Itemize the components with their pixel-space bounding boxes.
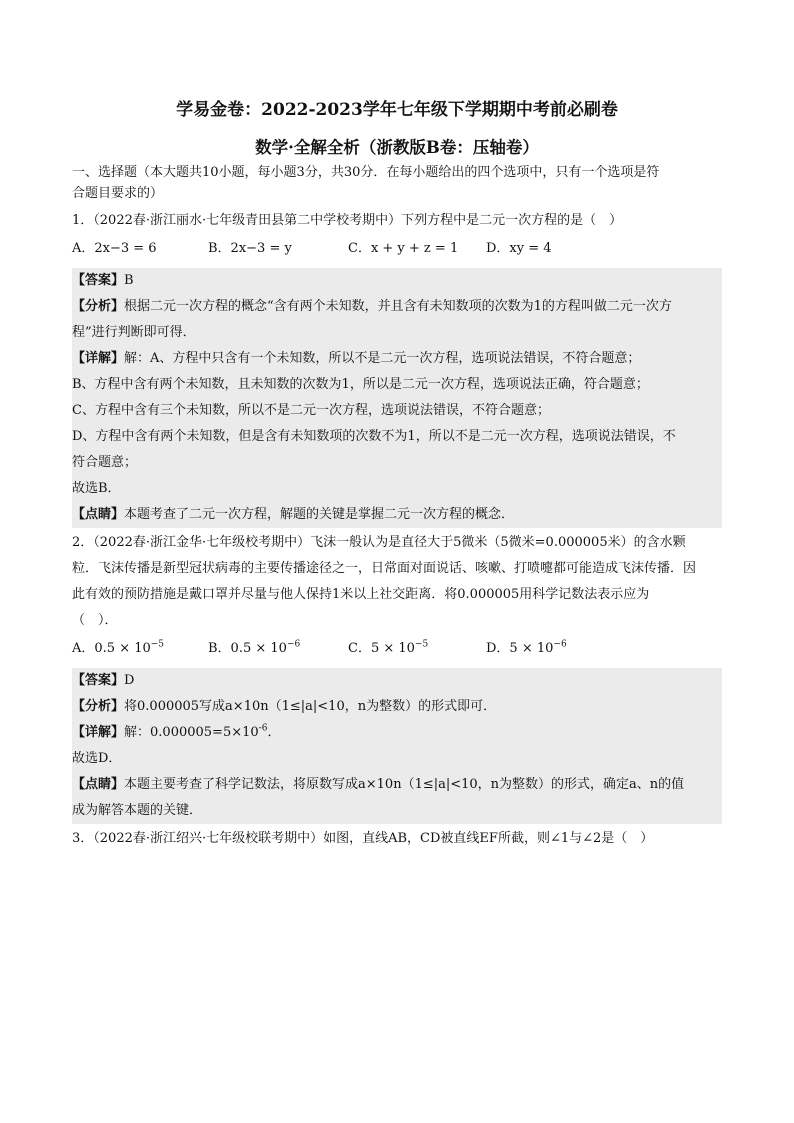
q2-detail-tag: 【详解】	[72, 725, 125, 740]
q1-analysis-line-1	[72, 294, 722, 320]
q1-comment-text: 本题考查了二元一次方程，解题的关键是掌握二元一次方程的概念．	[124, 507, 515, 522]
q1-analysis-tag: 【分析】	[72, 299, 125, 314]
q2-comment-text-1: 本题主要考查了科学记数法，将原数写成a×10n（1≤|a|<10，n为整数）的形式，确定a、n的值	[124, 777, 685, 792]
q2-option-d-base: D．5 × 10	[486, 641, 554, 656]
q1-detail-line-6: 故选B．	[72, 481, 121, 496]
q2-option-a-exponent: −5	[150, 639, 165, 650]
q2-detail-line-1	[72, 720, 722, 746]
q1-detail-tag: 【详解】	[72, 351, 125, 366]
q1-answer-value: B	[124, 273, 134, 288]
q2-solution-block	[72, 668, 722, 824]
q1-detail-line-2: B、方程中含有两个未知数，且未知数的次数为1，所以是二元一次方程，选项说法正确，符合题意；	[72, 377, 649, 392]
q1-answer	[72, 268, 722, 294]
q2-answer-tag: 【答案】	[72, 673, 125, 688]
q2-option-c	[348, 636, 486, 662]
q1-detail-line-3: C、方程中含有三个未知数，所以不是二元一次方程，选项说法错误，不符合题意；	[72, 403, 550, 418]
q1-option-b: B．2x−3 = y	[208, 241, 292, 256]
q2-answer	[72, 668, 722, 694]
q2-analysis	[72, 694, 722, 720]
q1-comment-tag: 【点睛】	[72, 507, 125, 522]
q1-solution-block	[72, 268, 722, 528]
q2-comment-tag: 【点睛】	[72, 777, 125, 792]
q1-option-c: C．x + y + z = 1	[348, 241, 459, 256]
q2-detail-text: 解：0.000005=5×10	[124, 725, 259, 740]
q2-detail-end: ．	[267, 725, 281, 740]
q1-stem: 1．（2022春·浙江丽水·七年级青田县第二中学校考期中）下列方程中是二元一次方程的是（ ）	[72, 213, 623, 228]
page-title: 学易金卷：2022-2023学年七年级下学期期中考前必刷卷	[176, 100, 618, 120]
q1-detail-line-1	[72, 346, 722, 372]
q2-analysis-text: 将0.000005写成a×10n（1≤|a|<10，n为整数）的形式即可．	[124, 699, 497, 714]
q2-detail-exponent: -6	[258, 723, 268, 734]
q2-option-c-exponent: −5	[414, 639, 429, 650]
q2-option-a-base: A．0.5 × 10	[72, 641, 151, 656]
q3-stem: 3．（2022春·浙江绍兴·七年级校联考期中）如图，直线AB，CD被直线EF所截，则∠1与∠2是（ ）	[72, 831, 654, 846]
q1-option-d: D．xy = 4	[486, 241, 552, 256]
q1-analysis-text-1: 根据二元一次方程的概念“含有两个未知数，并且含有未知数项的次数为1的方程叫做二元一次方	[124, 299, 672, 314]
q2-option-b-base: B．0.5 × 10	[208, 641, 287, 656]
q1-detail-line-5: 符合题意；	[72, 455, 138, 470]
section-heading-line-2: 合题目要求的）	[72, 186, 164, 201]
q2-option-b-exponent: −6	[286, 639, 301, 650]
q2-options	[72, 636, 722, 662]
q2-stem-line-4: （ ）．	[72, 613, 118, 628]
q2-answer-value: D	[124, 673, 135, 688]
q1-answer-tag: 【答案】	[72, 273, 125, 288]
q2-comment-line-1	[72, 772, 722, 798]
q1-comment	[72, 502, 722, 528]
section-heading-line-1: 一、选择题（本大题共10小题，每小题3分，共30分．在每小题给出的四个选项中，只有一个选项是符	[72, 165, 660, 180]
q2-option-c-base: C．5 × 10	[348, 641, 415, 656]
q2-comment-line-2: 成为解答本题的关键．	[72, 803, 203, 818]
q1-analysis-line-2: 程”进行判断即可得．	[72, 325, 196, 340]
q1-option-a: A．2x−3 = 6	[72, 241, 157, 256]
q2-analysis-tag: 【分析】	[72, 699, 125, 714]
q1-detail-line-4: D、方程中含有两个未知数，但是含有未知数项的次数不为1，所以不是二元一次方程，选项说法错误，不	[72, 429, 676, 444]
q1-options	[72, 236, 722, 262]
q2-option-d	[486, 636, 606, 662]
q2-stem-line-3: 此有效的预防措施是戴口罩并尽量与他人保持1米以上社交距离．将0.000005用科学记数法表示应为	[72, 587, 650, 602]
q2-stem-line-2: 粒．飞沫传播是新型冠状病毒的主要传播途径之一，日常面对面说话、咳嗽、打喷嚏都可能造成飞沫传播．因	[72, 561, 697, 576]
q2-detail-line-2: 故选D．	[72, 751, 122, 766]
q2-stem-line-1: 2．（2022春·浙江金华·七年级校考期中）飞沫一般认为是直径大于5微米（5微米=0.000005米）的含水颗	[72, 535, 686, 550]
q2-option-b	[208, 636, 348, 662]
q2-option-a	[72, 636, 208, 662]
q2-option-d-exponent: −6	[553, 639, 567, 650]
page-subtitle: 数学·全解全析（浙教版B卷：压轴卷）	[255, 138, 539, 157]
q1-detail-text-1: 解：A、方程中只含有一个未知数，所以不是二元一次方程，选项说法错误，不符合题意；	[124, 351, 641, 366]
